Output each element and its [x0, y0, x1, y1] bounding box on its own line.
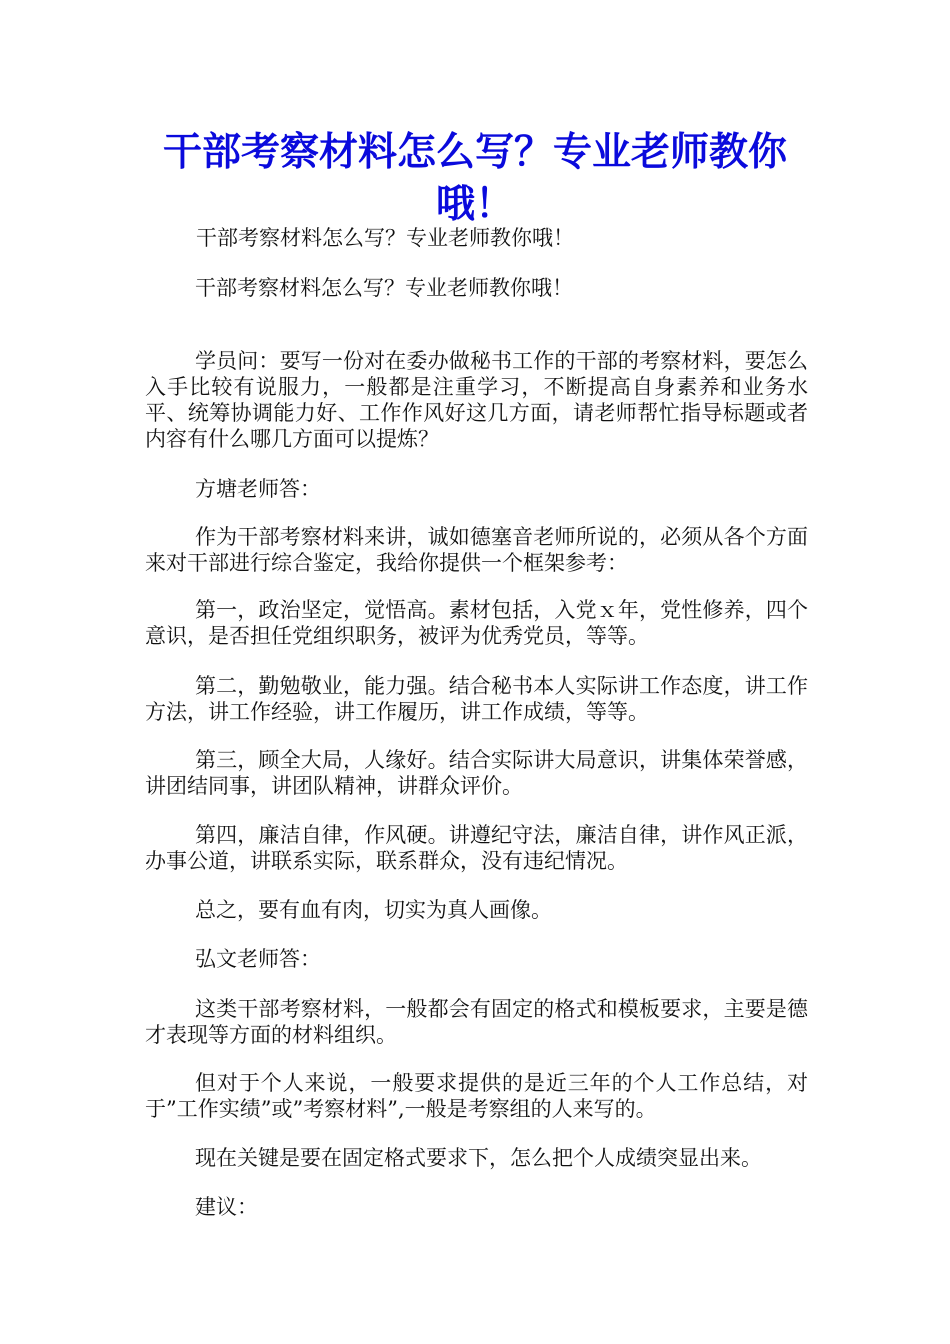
student-question-paragraph: 学员问：要写一份对在委办做秘书工作的干部的考察材料，要怎么入手比较有说服力，一般都是注重学习，不断提高自身素养和业务水平、统筹协调能力好、工作作风好这几方面，请老师帮忙指导标题或者内容有什么哪几方面可以提炼？: [145, 349, 808, 451]
summary-paragraph: 总之，要有血有肉，切实为真人画像。: [195, 898, 552, 922]
document-title: 干部考察材料怎么写？专业老师教你哦！: [162, 129, 787, 227]
point-four-paragraph: 第四，廉洁自律，作风硬。讲遵纪守法，廉洁自律，讲作风正派，办事公道，讲联系实际，联系群众，没有违纪情况。: [145, 823, 808, 873]
subtitle-paragraph: 干部考察材料怎么写？专业老师教你哦！: [196, 226, 574, 250]
intro-paragraph: 干部考察材料怎么写？专业老师教你哦！: [195, 276, 573, 300]
suggestion-heading: 建议：: [195, 1195, 258, 1219]
key-point-paragraph: 现在关键是要在固定格式要求下，怎么把个人成绩突显出来。: [195, 1146, 762, 1170]
teacher-fangtang-heading: 方塘老师答：: [195, 477, 321, 501]
teacher-hongwen-heading: 弘文老师答：: [195, 947, 321, 971]
point-two-paragraph: 第二，勤勉敬业，能力强。结合秘书本人实际讲工作态度，讲工作方法，讲工作经验，讲工作履历，讲工作成绩，等等。: [145, 674, 808, 724]
answer-intro-paragraph: 作为干部考察材料来讲，诚如德塞音老师所说的，必须从各个方面来对干部进行综合鉴定，我给你提供一个框架参考：: [145, 525, 808, 575]
point-three-paragraph: 第三，顾全大局，人缘好。结合实际讲大局意识，讲集体荣誉感，讲团结同事，讲团队精神，讲群众评价。: [145, 748, 808, 798]
personal-summary-paragraph: 但对于个人来说，一般要求提供的是近三年的个人工作总结，对于”工作实绩”或”考察材料”,一般是考察组的人来写的。: [145, 1071, 808, 1121]
format-paragraph: 这类干部考察材料，一般都会有固定的格式和模板要求，主要是德才表现等方面的材料组织。: [145, 997, 808, 1047]
point-one-paragraph: 第一，政治坚定，觉悟高。素材包括，入党ｘ年，党性修养，四个意识，是否担任党组织职务，被评为优秀党员，等等。: [145, 598, 808, 648]
